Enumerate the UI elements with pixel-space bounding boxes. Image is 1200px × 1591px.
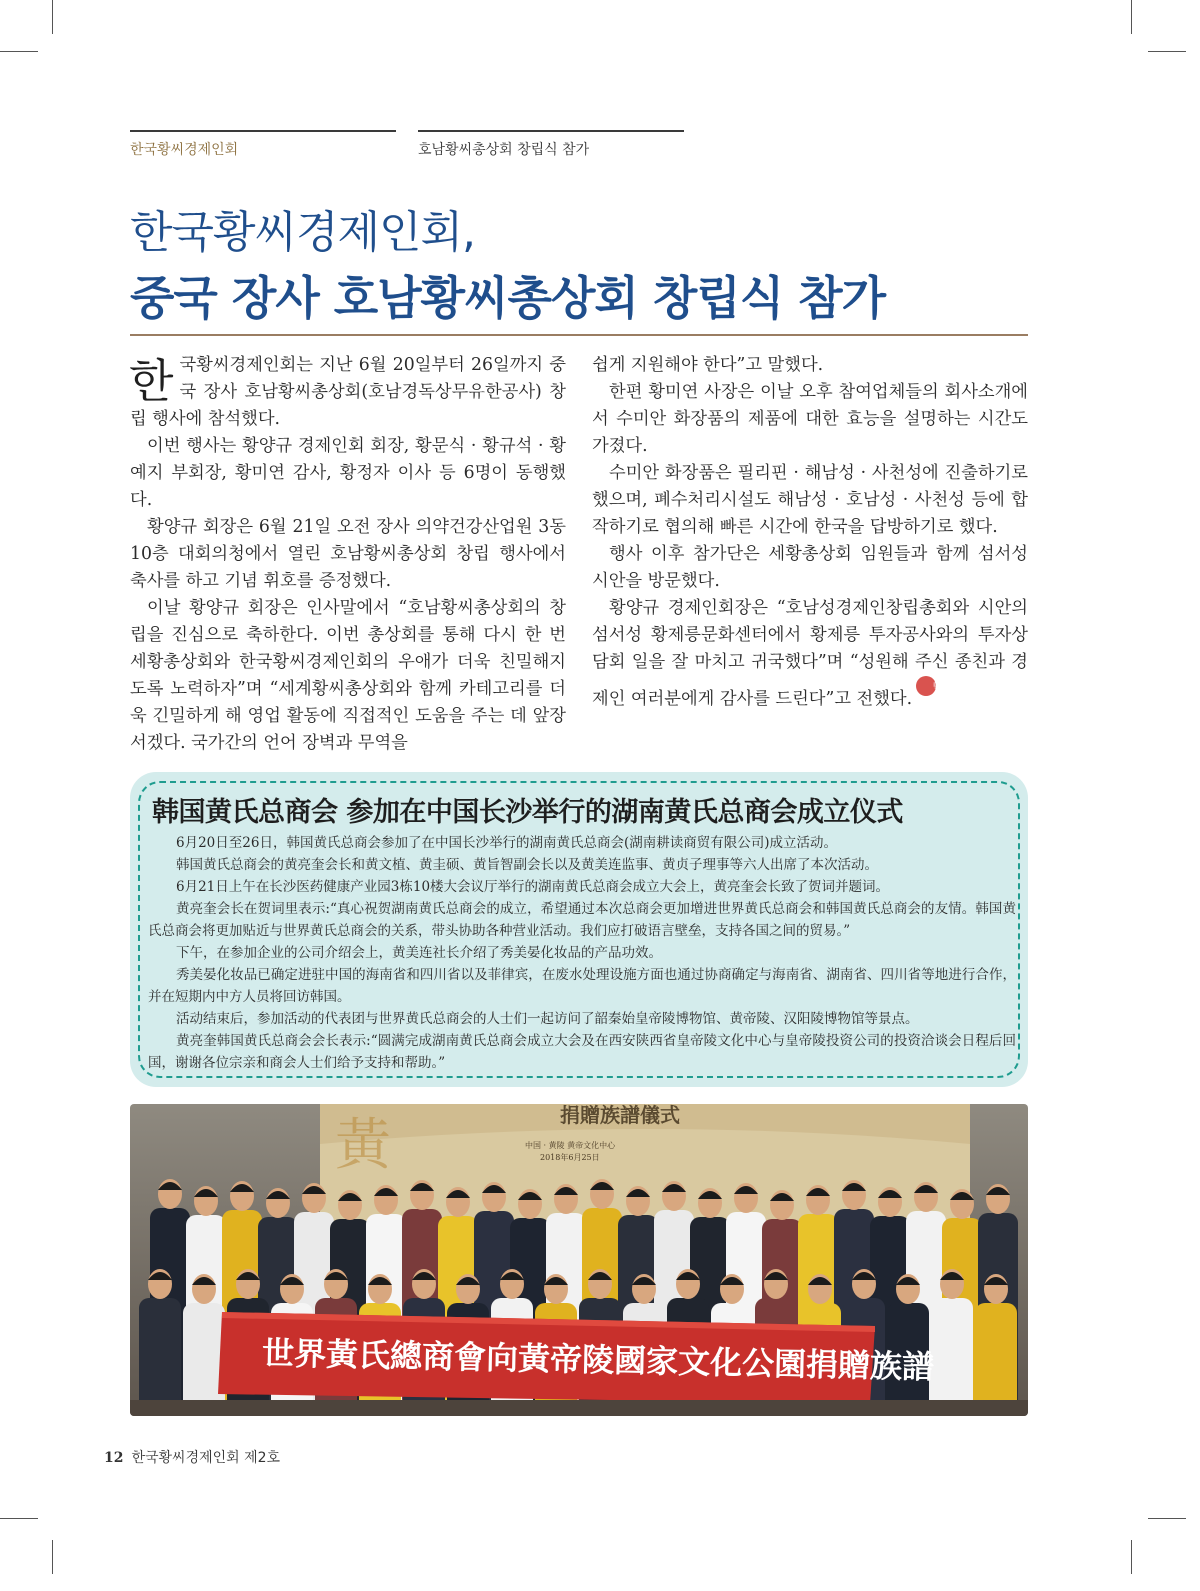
header-rule-left [130, 130, 396, 132]
publication-name: 한국황씨경제인회 제2호 [131, 1450, 281, 1466]
article-paragraph: 이날 황양규 회장은 인사말에서 “호남황씨총상회의 창립을 진심으로 축하한다. 이번 총상회를 통해 다시 한 번 세황총상회와 한국황씨경제인회의 우애가 더욱 친밀해지도록 노력하자”며 “세계황씨총상회와 함께 카테고리를 더욱 긴밀하게 해 영업 활동에 직접적인 도움을 주는 데 앞장서겠다. 국가간의 언어 장벽과 무역을 [130, 598, 566, 753]
page-footer [104, 1447, 280, 1467]
chinese-summary-body [148, 832, 1016, 1074]
title-rule [130, 334, 1028, 336]
article-paragraph: 수미안 화장품은 필리핀 · 해남성 · 사천성에 진출하기로 했으며, 폐수처리시설도 해남성 · 호남성 · 사천성 등에 합작하기로 협의해 빠른 시간에 한국을 답방하기로 했다. [592, 463, 1028, 537]
section-label: 한국황씨경제인회 [130, 142, 239, 158]
crop-mark [0, 1518, 38, 1519]
person-body [975, 1303, 1017, 1416]
page-number: 12 [104, 1450, 124, 1466]
crop-mark [1131, 0, 1132, 34]
backdrop-date: 2018年6月25日 [540, 1153, 600, 1162]
backdrop-place: 中国 · 黄陵 黄帝文化中心 [525, 1141, 616, 1150]
article-paragraph [130, 352, 566, 433]
chinese-summary-title: 韩国黄氏总商会 参加在中国长沙举行的湖南黄氏总商会成立仪式 [152, 797, 903, 828]
chinese-paragraph: 下午，在参加企业的公司介绍会上，黄美连社长介绍了秀美晏化妆品的产品功效。 [176, 945, 662, 961]
header-rule-right [418, 130, 684, 132]
crop-mark [1148, 1518, 1186, 1519]
person-body [139, 1298, 181, 1416]
article-paragraph: 행사 이후 참가단은 세황총상회 임원들과 함께 섬서성 시안을 방문했다. [592, 544, 1028, 591]
issue-topic: 호남황씨총상회 창립식 참가 [418, 142, 590, 158]
headline-line-2: 중국 장사 호남황씨총상회 창립식 참가 [130, 271, 886, 325]
chinese-paragraph: 6月20日至26日，韩国黄氏总商会参加了在中国长沙举行的湖南黄氏总商会(湖南耕读商贸有限公司)成立活动。 [176, 835, 837, 851]
chinese-paragraph: 秀美晏化妆品已确定进驻中国的海南省和四川省以及菲律宾，在废水处理设施方面也通过协商确定与海南省、湖南省、四川省等地进行合作，并在短期内中方人员将回访韩国。 [148, 967, 1016, 1005]
svg-text:黃: 黃 [335, 1113, 391, 1178]
banner-text: 世界黃氏總商會向黃帝陵國家文化公園捐贈族譜 [261, 1333, 935, 1387]
crop-mark [52, 1540, 53, 1574]
article-column-left [130, 352, 566, 757]
chinese-paragraph: 黄亮奎韩国黄氏总商会会长表示:“圆满完成湖南黄氏总商会成立大会及在西安陕西省皇帝陵文化中心与皇帝陵投资公司的投资洽谈会日程后回国，谢谢各位宗亲和商会人士们给予支持和帮助。” [148, 1033, 1016, 1071]
article-paragraph: 황양규 회장은 6월 21일 오전 장사 의약건강산업원 3동 10층 대회의청에서 열린 호남황씨총상회 창립 행사에서 축사를 하고 기념 휘호를 증정했다. [130, 517, 566, 591]
chinese-paragraph: 6月21日上午在长沙医药健康产业园3栋10楼大会议厅举行的湖南黄氏总商会成立大会上，黄亮奎会长致了贺词并题词。 [176, 879, 890, 895]
article-paragraph: 이번 행사는 황양규 경제인회 회장, 황문식 · 황규석 · 황예지 부회장, 황미연 감사, 황정자 이사 등 6명이 동행했다. [130, 436, 566, 510]
article-paragraph: 쉽게 지원해야 한다”고 말했다. [592, 355, 824, 375]
backdrop-heading: 捐贈族譜儀式 [560, 1104, 680, 1127]
crop-mark [0, 51, 38, 52]
headline-line-1: 한국황씨경제인회, [130, 207, 476, 258]
red-banner [218, 1312, 934, 1404]
person-body [183, 1303, 225, 1416]
article-paragraph: 한편 황미연 사장은 이날 오후 참여업체들의 회사소개에서 수미안 화장품의 제품에 대한 효능을 설명하는 시간도 가졌다. [592, 382, 1028, 456]
chinese-paragraph: 活动结束后，参加活动的代表团与世界黄氏总商会的人士们一起访问了韶秦始皇帝陵博物馆、黄帝陵、汉阳陵博物馆等景点。 [176, 1011, 919, 1027]
article-paragraph-text: 황양규 경제인회장은 “호남성경제인창립총회와 시안의 섬서성 황제릉문화센터에서 황제릉 투자공사와의 투자상담회 일을 잘 마치고 귀국했다”며 “성원해 주신 종친과 경제인 여러분에게 감사를 드린다”고 전했다. [592, 598, 1028, 709]
crop-mark [1148, 51, 1186, 52]
article-paragraph-text: 국황씨경제인회는 지난 6월 20일부터 26일까지 중국 장사 호남황씨총상회(호남경독상무유한공사) 창립 행사에 참석했다. [130, 355, 566, 429]
group-photo [130, 1104, 1028, 1416]
person-body [931, 1298, 973, 1416]
crop-mark [1131, 1540, 1132, 1574]
article-paragraph [592, 595, 1028, 713]
article-column-right [592, 352, 1028, 713]
chinese-paragraph: 黄亮奎会长在贺词里表示:“真心祝贺湖南黄氏总商会的成立，希望通过本次总商会更加增进世界黄氏总商会和韩国黄氏总商会的友情。韩国黄氏总商会将更加贴近与世界黄氏总商会的关系，带头协助各种营业活动。我们应打破语言壁垒，支持各国之间的贸易。” [148, 901, 1016, 939]
chinese-summary-box [130, 772, 1028, 1087]
drop-cap: 한 [129, 354, 174, 408]
end-seal-icon: 韓黃 [916, 676, 936, 696]
chinese-paragraph: 韩国黄氏总商会的黄亮奎会长和黄文植、黄圭硕、黄旨智副会长以及黄美连监事、黄贞子理事等六人出席了本次活动。 [176, 857, 878, 873]
crop-mark [52, 0, 53, 34]
